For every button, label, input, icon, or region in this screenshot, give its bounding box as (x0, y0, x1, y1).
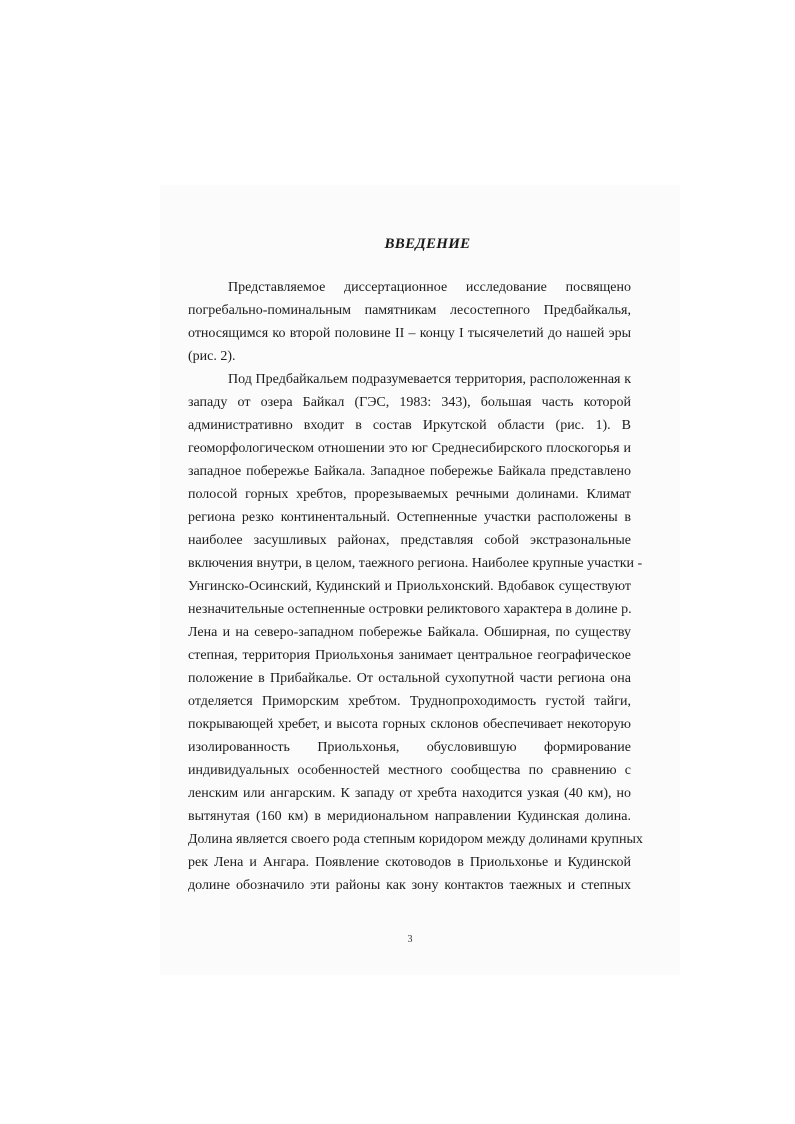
text-line: положение в Прибайкалье. От остальной сухопутной части региона она (188, 671, 631, 686)
text-line: изолированность Приольхонья, обусловившую формирование (188, 740, 631, 755)
text-line: Унгинско-Осинский, Кудинский и Приольхонский. Вдобавок существуют (188, 579, 631, 594)
paragraph-1 (188, 276, 631, 368)
paragraph-2 (188, 368, 643, 897)
text-line: индивидуальных особенностей местного сообщества по сравнению с (188, 763, 631, 778)
text-line: западное побережье Байкала. Западное побережье Байкала представлено (188, 464, 631, 479)
text-line: ленским или ангарским. К западу от хребта находится узкая (40 км), но (188, 786, 631, 801)
text-line: вытянутая (160 км) в меридиональном направлении Кудинская долина. (188, 809, 631, 824)
text-line: погребально-поминальным памятникам лесостепного Предбайкалья, (188, 303, 631, 318)
text-line: долине обозначило эти районы как зону контактов таежных и степных (188, 878, 631, 893)
text-line: региона резко континентальный. Остепненные участки расположены в (188, 510, 631, 525)
text-line: Под Предбайкальем подразумевается территория, расположенная к (228, 372, 631, 387)
page-number: 3 (407, 934, 413, 945)
text-line: незначительные остепненные островки реликтового характера в долине р. (188, 602, 632, 617)
section-heading: ВВЕДЕНИЕ (384, 236, 471, 252)
text-line: западу от озера Байкал (ГЭС, 1983: 343), большая часть которой (188, 395, 631, 410)
text-line: рек Лена и Ангара. Появление скотоводов в Приольхонье и Кудинской (188, 855, 631, 870)
text-line: степная, территория Приольхонья занимает центральное географическое (188, 648, 631, 663)
text-line: административно входит в состав Иркутской области (рис. 1). В (188, 418, 631, 433)
text-line: покрывающей хребет, и высота горных склонов обеспечивает некоторую (188, 717, 631, 732)
body-text (188, 276, 643, 897)
text-line: полосой горных хребтов, прорезываемых речными долинами. Климат (188, 487, 631, 502)
text-line: включения внутри, в целом, таежного региона. Наиболее крупные участки - (188, 556, 643, 571)
text-line: отделяется Приморским хребтом. Труднопроходимость густой тайги, (188, 694, 631, 709)
text-line: (рис. 2). (188, 349, 236, 364)
text-line: наиболее засушливых районах, представляя собой экстразональные (188, 533, 631, 548)
text-line: относящимся ко второй половине II – концу I тысячелетий до нашей эры (188, 326, 631, 341)
text-line: Представляемое диссертационное исследование посвящено (228, 280, 631, 295)
text-line: Лена и на северо-западном побережье Байкала. Обширная, по существу (188, 625, 631, 640)
text-line: Долина является своего рода степным коридором между долинами крупных (188, 832, 643, 847)
text-line: геоморфологическом отношении это юг Среднесибирского плоскогорья и (188, 441, 631, 456)
